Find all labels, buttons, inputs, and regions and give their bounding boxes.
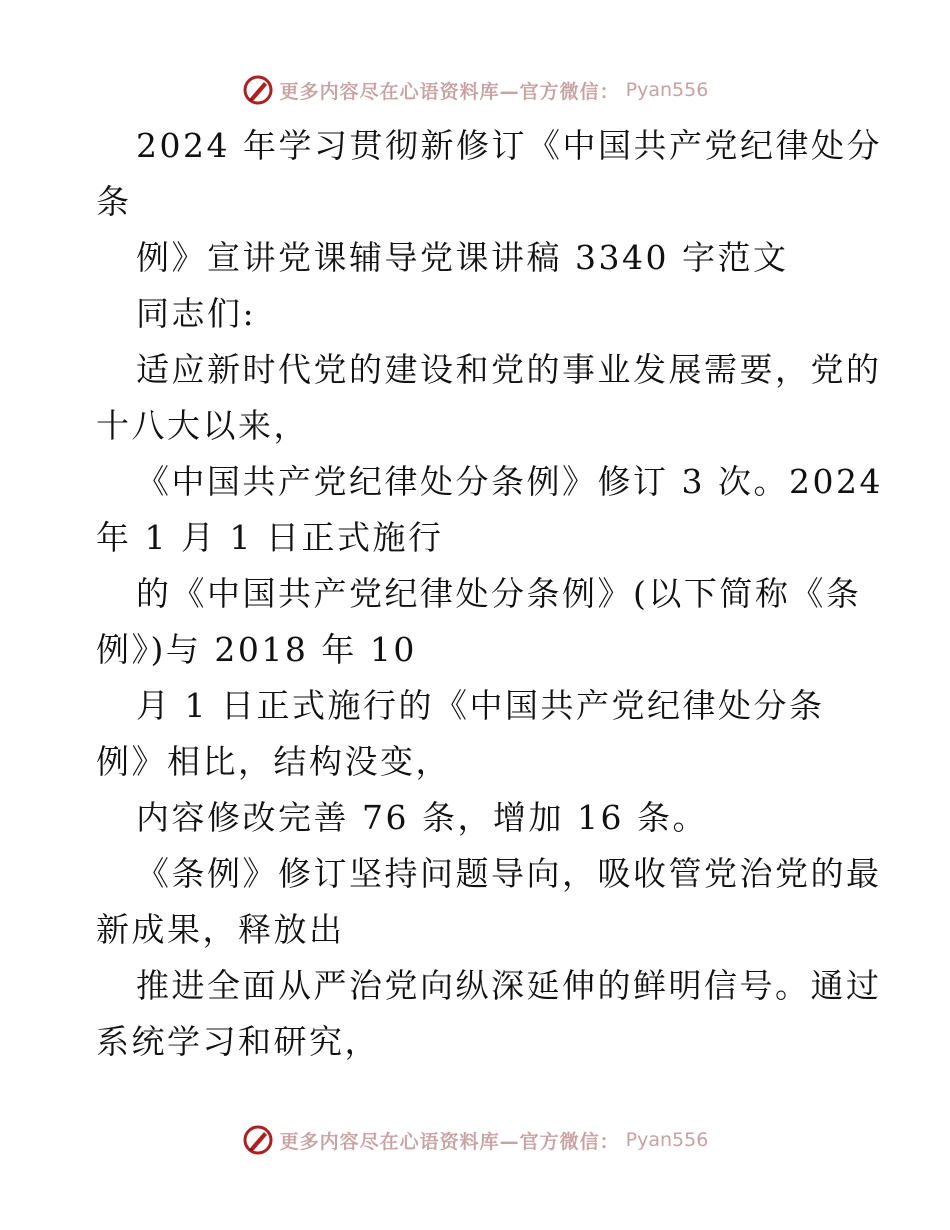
text-line: 适应新时代党的建设和党的事业发展需要，党的 — [136, 350, 882, 389]
text-line: 同志们: — [136, 294, 257, 333]
text-line: 年 1 月 1 日正式施行 — [96, 518, 444, 557]
banner-text: 更多内容尽在心语资料库—官方微信： — [279, 1130, 620, 1153]
text-line: 的《中国共产党纪律处分条例》(以下简称《条 — [136, 574, 862, 613]
banner-handle: Pyan556 — [625, 79, 709, 101]
banner-handle: Pyan556 — [625, 1129, 709, 1151]
footer-watermark-banner — [0, 1120, 950, 1160]
text-line: 月 1 日正式施行的《中国共产党纪律处分条 — [136, 686, 825, 725]
text-line: 条 — [96, 182, 132, 221]
text-line: 《条例》修订坚持问题导向，吸收管党治党的最 — [136, 854, 882, 893]
text-line: 例》)与 2018 年 10 — [96, 630, 417, 669]
text-line: 例》宣讲党课辅导党课讲稿 3340 字范文 — [136, 238, 789, 277]
text-line: 新成果，释放出 — [96, 910, 345, 949]
text-line: 十八大以来， — [96, 406, 309, 445]
text-line: 《中国共产党纪律处分条例》修订 3 次。2024 — [136, 462, 883, 501]
pen-seal-icon — [242, 1124, 274, 1156]
text-line: 内容修改完善 76 条，增加 16 条。 — [136, 798, 708, 837]
pen-seal-icon — [242, 74, 274, 106]
text-line: 推进全面从严治党向纵深延伸的鲜明信号。通过 — [136, 966, 882, 1005]
document-body — [96, 118, 883, 1070]
text-line: 2024 年学习贯彻新修订《中国共产党纪律处分 — [136, 126, 882, 165]
text-line: 例》相比，结构没变， — [96, 742, 451, 781]
text-line: 系统学习和研究， — [96, 1022, 380, 1061]
header-watermark-banner — [0, 70, 950, 110]
banner-text: 更多内容尽在心语资料库—官方微信： — [279, 80, 620, 103]
